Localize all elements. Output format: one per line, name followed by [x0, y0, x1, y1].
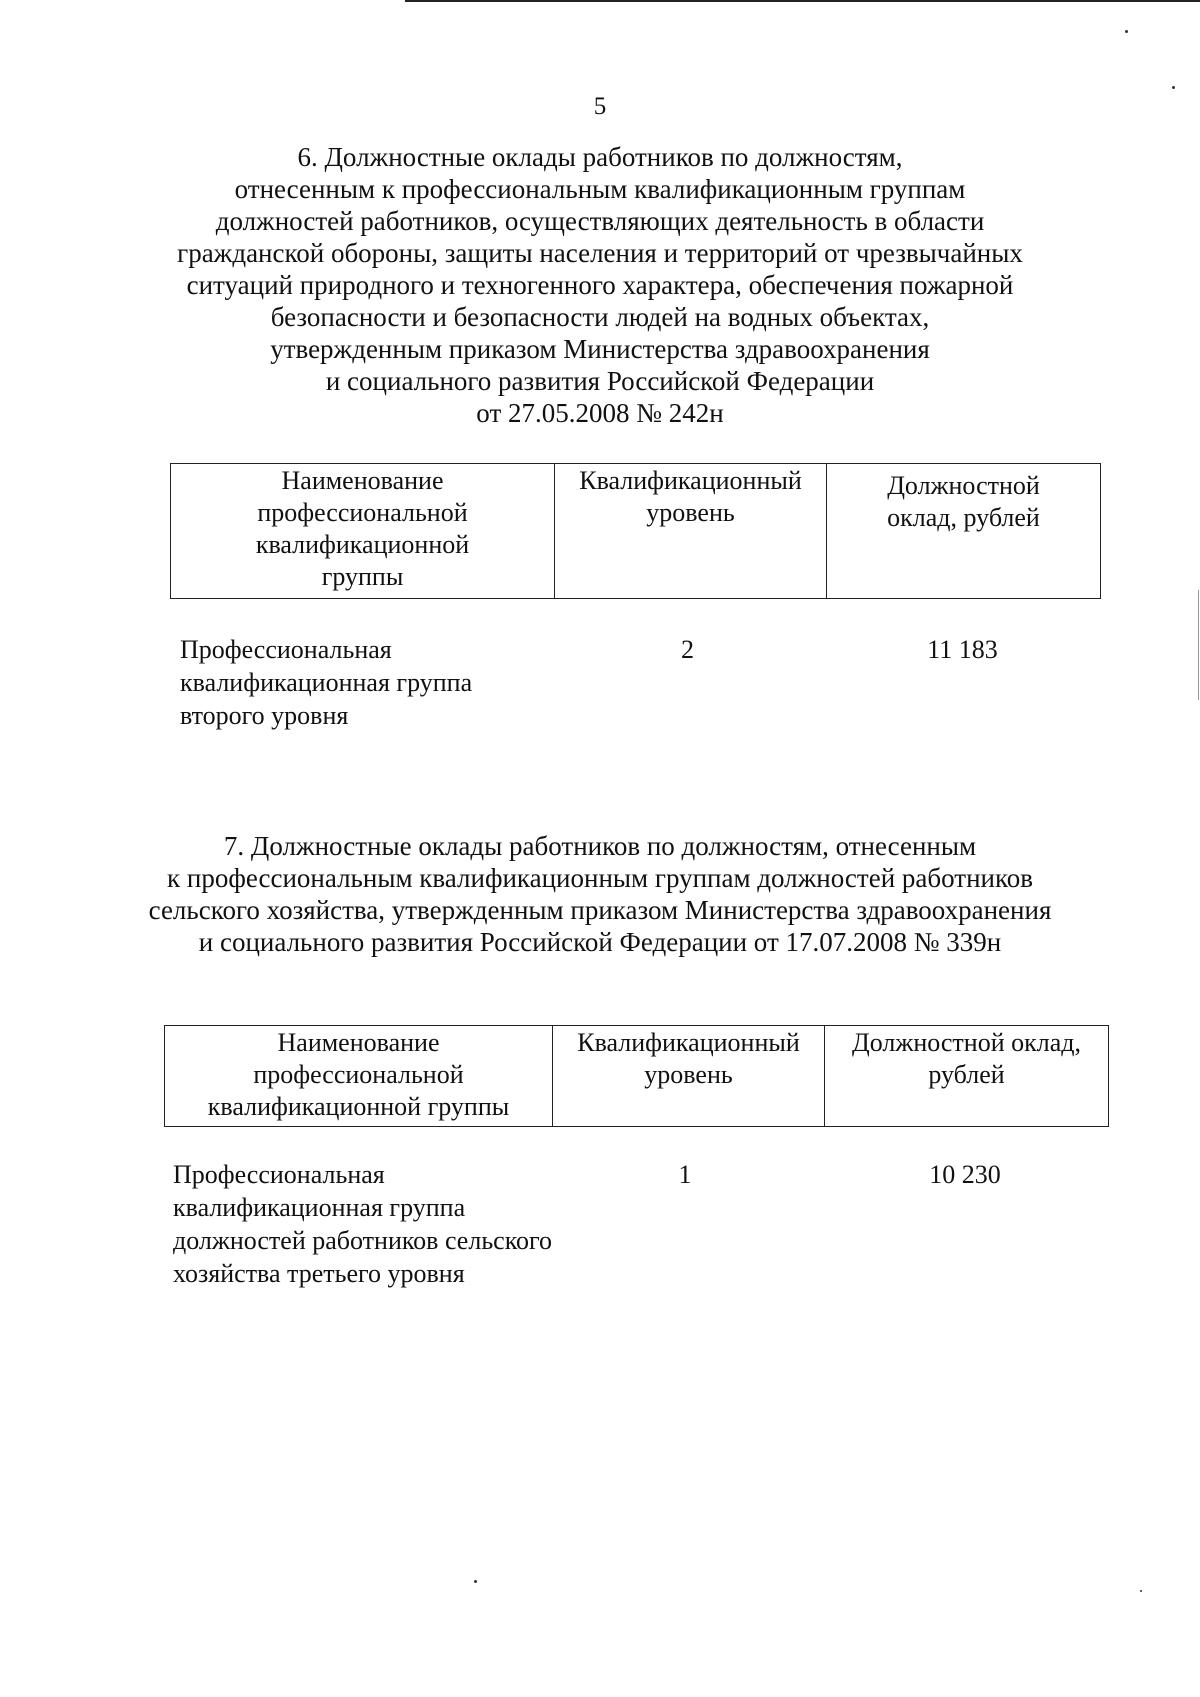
column-header-salary: Должностной оклад, рублей — [827, 464, 1101, 599]
scan-speck — [1125, 30, 1128, 33]
section-7-heading — [0, 830, 1200, 958]
section-6-table-header — [170, 463, 1101, 599]
group-name-cell: Профессиональная квалификационная группа второго уровня — [180, 635, 473, 730]
scan-speck — [474, 1580, 477, 1583]
table-header-row — [171, 464, 1101, 599]
level-cell: 1 — [678, 1160, 692, 1189]
heading-line: гражданской обороны, защиты населения и территорий от чрезвычайных — [177, 238, 1023, 268]
salary-cell: 11 183 — [927, 635, 998, 664]
heading-line: от 27.05.2008 № 242н — [476, 398, 724, 428]
heading-line: ситуаций природного и техногенного характера, обеспечения пожарной — [186, 270, 1014, 300]
column-header-level: Квалификационный уровень — [553, 1026, 825, 1127]
heading-line: 6. Должностные оклады работников по должностям, — [297, 142, 903, 172]
scan-edge-line — [405, 0, 1200, 2]
heading-line: безопасности и безопасности людей на водных объектах, — [270, 302, 930, 332]
column-header-salary: Должностной оклад, рублей — [825, 1026, 1109, 1127]
heading-line: к профессиональным квалификационным группам должностей работников — [167, 863, 1033, 893]
heading-line: и социального развития Российской Федерации — [325, 366, 875, 396]
scan-speck — [1140, 1590, 1142, 1592]
heading-line: утвержденным приказом Министерства здравоохранения — [270, 334, 930, 364]
group-name-cell: Профессиональная квалификационная группа должностей работников сельского хозяйства третьего уровня — [173, 1160, 553, 1288]
heading-line: сельского хозяйства, утвержденным приказом Министерства здравоохранения — [148, 895, 1052, 925]
heading-line: 7. Должностные оклады работников по должностям, отнесенным — [223, 831, 977, 861]
heading-line: должностей работников, осуществляющих деятельность в области — [215, 206, 985, 236]
section-6-heading — [0, 141, 1200, 429]
salary-cell: 10 230 — [929, 1160, 1001, 1189]
section-7-table-header — [164, 1025, 1109, 1127]
column-header-level: Квалификационный уровень — [555, 464, 827, 599]
column-header-group-name: Наименование профессиональной квалификационной группы — [171, 464, 555, 599]
table-header-row — [165, 1026, 1109, 1127]
column-header-group-name: Наименование профессиональной квалификационной группы — [165, 1026, 553, 1127]
scan-edge-mark — [1198, 590, 1199, 700]
level-cell: 2 — [681, 635, 694, 664]
heading-line: и социального развития Российской Федерации от 17.07.2008 № 339н — [198, 927, 1002, 957]
page-number: 5 — [593, 93, 607, 120]
scan-speck — [1172, 86, 1175, 89]
heading-line: отнесенным к профессиональным квалификационным группам — [234, 174, 966, 204]
